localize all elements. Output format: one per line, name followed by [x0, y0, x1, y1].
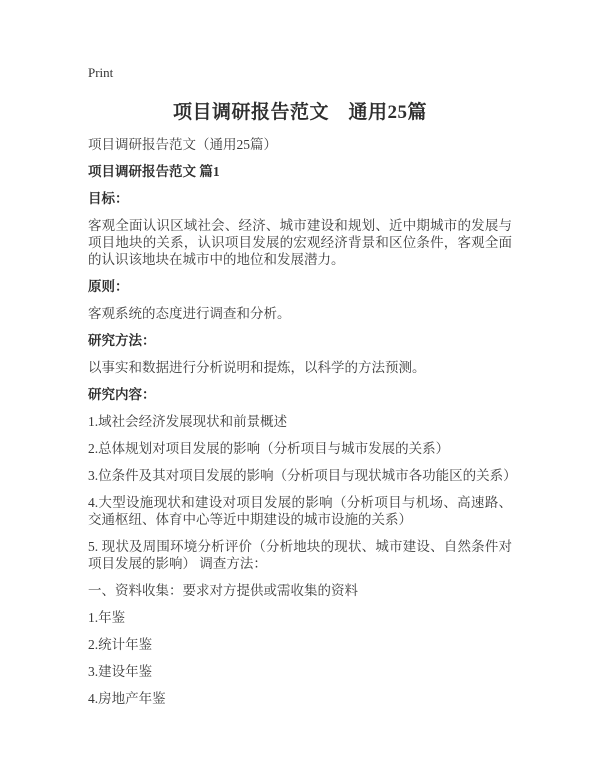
research-content-item-5: 5. 现状及周围环境分析评价（分析地块的现状、城市建设、自然条件对项目发展的影响） 调查方法： [88, 539, 512, 571]
yearbook-list-item-4: 4.房地产年鉴 [88, 691, 166, 706]
doc-subtitle: 项目调研报告范文（通用25篇） [88, 137, 277, 152]
research-content-item-3: 3.位条件及其对项目发展的影响（分析项目与现状城市各功能区的关系） [88, 468, 517, 483]
yearbook-list-item-3: 3.建设年鉴 [88, 664, 153, 679]
research-content-item-4: 4.大型设施现状和建设对项目发展的影响（分析项目与机场、高速路、交通枢纽、体育中心等近中期建设的城市设施的关系） [88, 495, 512, 527]
section-heading-part1: 项目调研报告范文 篇1 [88, 164, 220, 179]
research-content-item-2: 2.总体规划对项目发展的影响（分析项目与城市发展的关系） [88, 441, 450, 456]
yearbook-list-item-1: 1.年鉴 [88, 610, 126, 625]
print-button[interactable]: Print [88, 65, 114, 80]
heading-research-method: 研究方法： [88, 333, 156, 348]
paragraph-data-collection-heading: 一、资料收集：要求对方提供或需收集的资料 [88, 583, 358, 598]
paragraph-principle-body: 客观系统的态度进行调查和分析。 [88, 306, 291, 321]
heading-goal: 目标： [88, 191, 129, 206]
paragraph-goal-body: 客观全面认识区域社会、经济、城市建设和规划、近中期城市的发展与项目地块的关系，认识项目发展的宏观经济背景和区位条件，客观全面的认识该地块在城市中的地位和发展潜力。 [88, 218, 512, 267]
heading-principle: 原则： [88, 279, 129, 294]
yearbook-list-item-2: 2.统计年鉴 [88, 637, 153, 652]
research-content-item-1: 1.域社会经济发展现状和前景概述 [88, 414, 288, 429]
page-title: 项目调研报告范文 通用25篇 [172, 102, 427, 123]
heading-research-content: 研究内容： [88, 387, 156, 402]
paragraph-method-body: 以事实和数据进行分析说明和提炼，以科学的方法预测。 [88, 360, 426, 375]
